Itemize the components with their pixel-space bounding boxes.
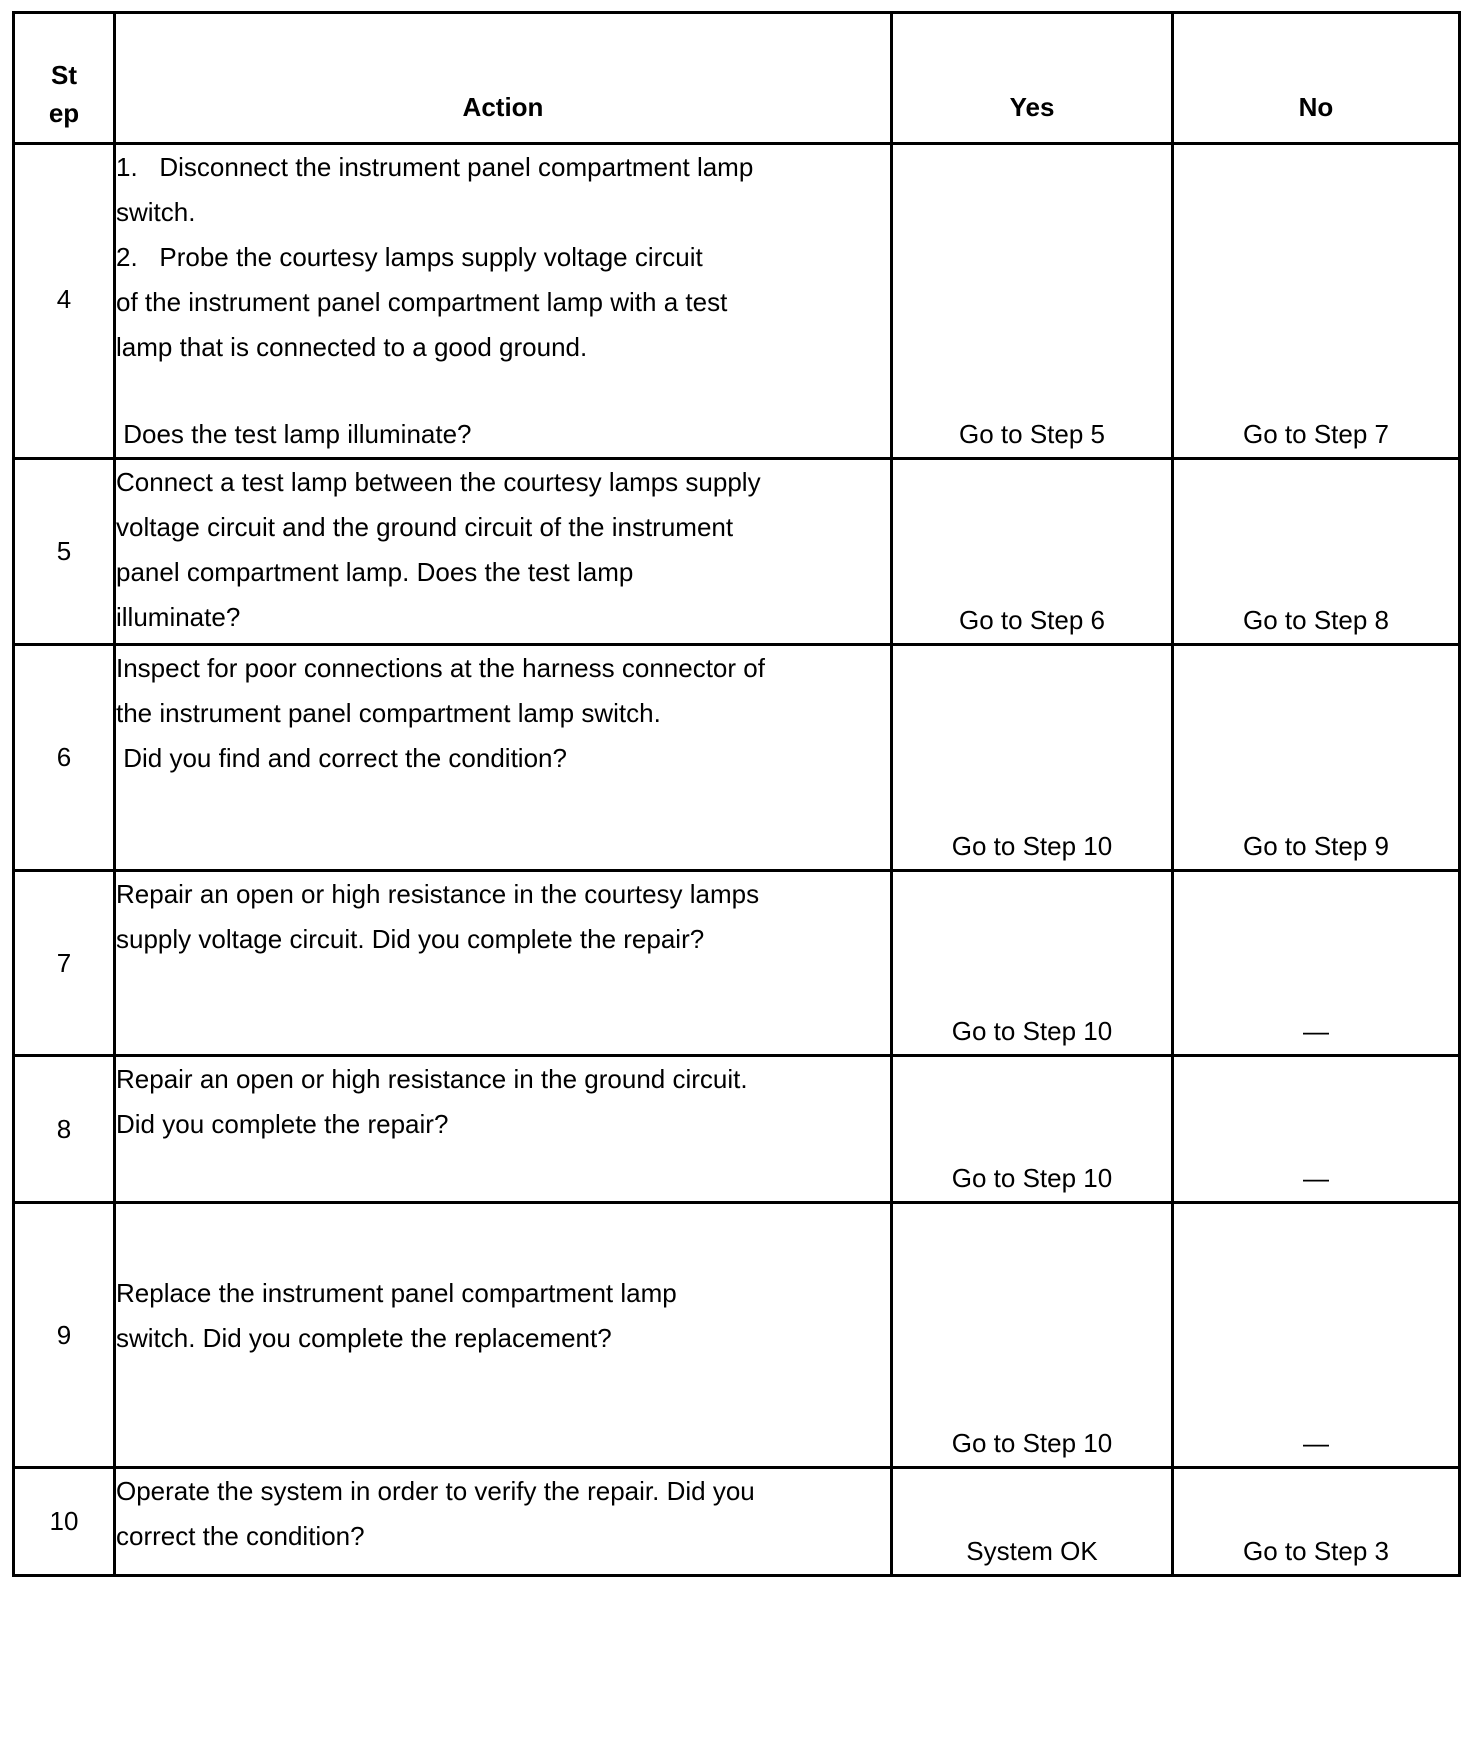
spacer: [116, 370, 890, 412]
action-text: [115, 1056, 892, 1203]
no-cell: —: [1173, 1056, 1460, 1203]
action-text: [115, 1203, 892, 1468]
action-line: Operate the system in order to verify the repair. Did you: [116, 1476, 755, 1506]
action-line: of the instrument panel compartment lamp with a test: [116, 287, 728, 317]
action-line: panel compartment lamp. Does the test lamp: [116, 557, 634, 587]
diagnostic-table: [12, 11, 1461, 1577]
step-number: 4: [14, 144, 115, 459]
yes-cell: Go to Step 10: [892, 1056, 1173, 1203]
no-cell: Go to Step 7: [1173, 144, 1460, 459]
action-line: supply voltage circuit. Did you complete the repair?: [116, 924, 705, 954]
step-number: 9: [14, 1203, 115, 1468]
yes-cell: Go to Step 10: [892, 1203, 1173, 1468]
table-row: [14, 1468, 1460, 1576]
no-cell: Go to Step 8: [1173, 459, 1460, 645]
header-no: No: [1173, 13, 1460, 144]
header-yes: Yes: [892, 13, 1173, 144]
no-cell: Go to Step 3: [1173, 1468, 1460, 1576]
yes-cell: Go to Step 10: [892, 645, 1173, 871]
action-line: Did you complete the repair?: [116, 1109, 449, 1139]
action-line: Did you find and correct the condition?: [116, 743, 567, 773]
action-line: lamp that is connected to a good ground.: [116, 332, 588, 362]
header-step-line1: St: [51, 60, 77, 90]
header-row: [14, 13, 1460, 144]
header-step: [14, 13, 115, 144]
no-cell: —: [1173, 871, 1460, 1056]
action-text: [115, 1468, 892, 1576]
action-line: Replace the instrument panel compartment lamp: [116, 1278, 677, 1308]
action-text: [115, 871, 892, 1056]
table-row: [14, 1203, 1460, 1468]
header-step-line2: ep: [48, 98, 80, 128]
no-cell: —: [1173, 1203, 1460, 1468]
action-text: [115, 459, 892, 645]
yes-cell: Go to Step 5: [892, 144, 1173, 459]
action-line: Inspect for poor connections at the harness connector of: [116, 653, 765, 683]
step-number: 5: [14, 459, 115, 645]
action-line: 2. Probe the courtesy lamps supply voltage circuit: [116, 242, 703, 272]
step-number: 8: [14, 1056, 115, 1203]
step-number: 6: [14, 645, 115, 871]
table-row: [14, 144, 1460, 459]
action-line: Repair an open or high resistance in the courtesy lamps: [116, 879, 760, 909]
no-cell: Go to Step 9: [1173, 645, 1460, 871]
table-row: [14, 1056, 1460, 1203]
action-line: the instrument panel compartment lamp switch.: [116, 698, 661, 728]
action-line: Repair an open or high resistance in the ground circuit.: [116, 1064, 748, 1094]
action-line: switch.: [116, 197, 196, 227]
action-line: switch. Did you complete the replacement?: [116, 1323, 612, 1353]
action-line: Connect a test lamp between the courtesy lamps supply: [116, 467, 761, 497]
action-line: voltage circuit and the ground circuit of the instrument: [116, 512, 734, 542]
table-row: [14, 459, 1460, 645]
header-action: Action: [115, 13, 892, 144]
yes-cell: Go to Step 6: [892, 459, 1173, 645]
action-question: Does the test lamp illuminate?: [116, 419, 472, 449]
action-line: correct the condition?: [116, 1521, 365, 1551]
yes-cell: System OK: [892, 1468, 1173, 1576]
action-text: [115, 144, 892, 459]
step-number: 10: [14, 1468, 115, 1576]
step-number: 7: [14, 871, 115, 1056]
yes-cell: Go to Step 10: [892, 871, 1173, 1056]
action-line: illuminate?: [116, 602, 241, 632]
action-text: [115, 645, 892, 871]
action-line: 1. Disconnect the instrument panel compartment lamp: [116, 152, 754, 182]
table-row: [14, 645, 1460, 871]
table-row: [14, 871, 1460, 1056]
